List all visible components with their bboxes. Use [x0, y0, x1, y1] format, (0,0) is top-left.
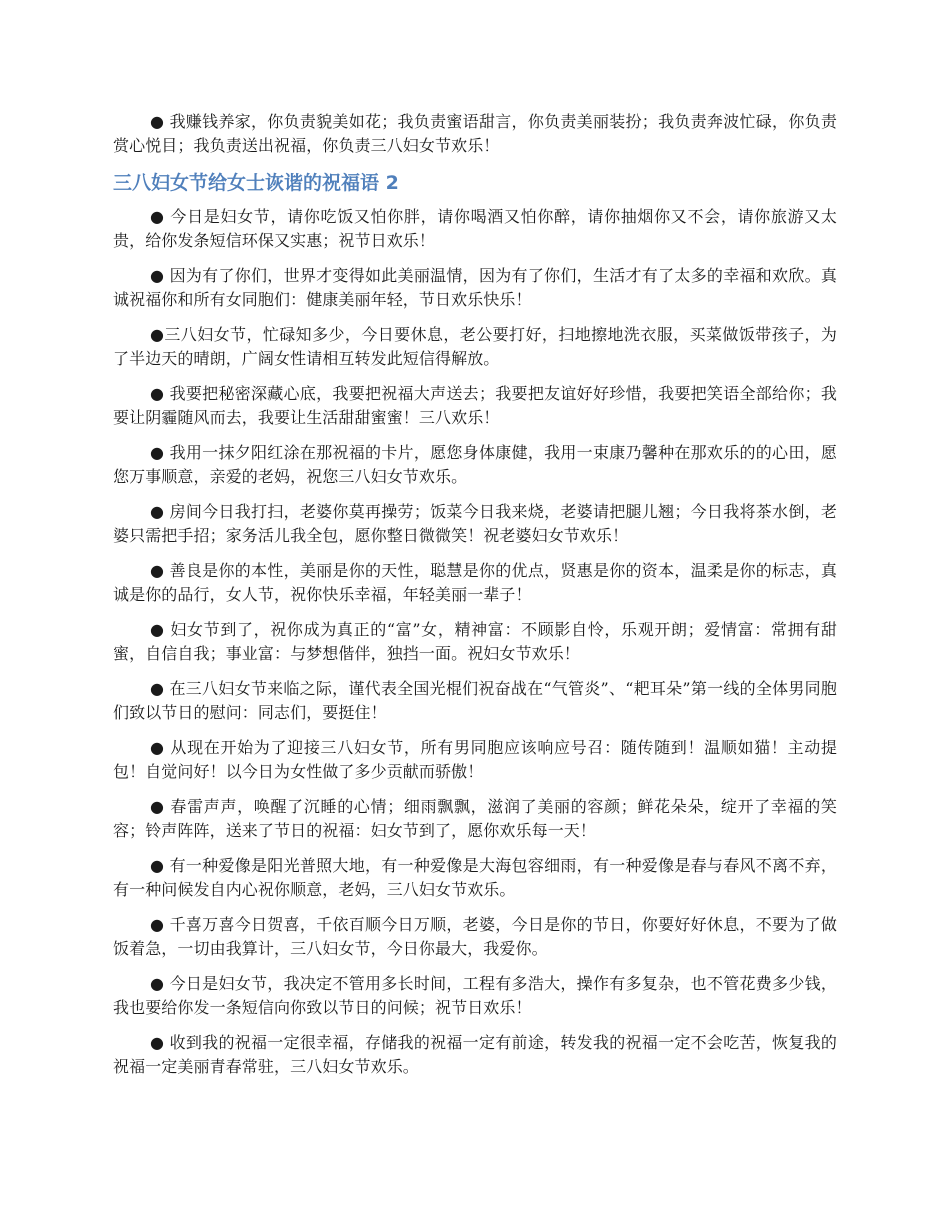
blessing-paragraph: ● 今日是妇女节，我决定不管用多长时间，工程有多浩大，操作有多复杂，也不管花费多少钱，我也要给你发一条短信向你致以节日的问候；祝节日欢乐！ [113, 974, 837, 1017]
intro-paragraph: ● 我赚钱养家，你负责貌美如花；我负责蜜语甜言，你负责美丽装扮；我负责奔波忙碌，你负责赏心悦目；我负责送出祝福，你负责三八妇女节欢乐！ [113, 112, 837, 155]
blessing-paragraph: ● 房间今日我打扫，老婆你莫再操劳；饭菜今日我来烧，老婆请把腿儿翘；今日我将茶水倒，老婆只需把手招；家务活儿我全包，愿你整日微微笑！祝老婆妇女节欢乐！ [113, 502, 837, 545]
blessing-paragraph: ● 因为有了你们，世界才变得如此美丽温情，因为有了你们，生活才有了太多的幸福和欢欣。真诚祝福你和所有女同胞们：健康美丽年轻，节日欢乐快乐！ [113, 266, 837, 309]
blessing-paragraph: ● 善良是你的本性，美丽是你的天性，聪慧是你的优点，贤惠是你的资本，温柔是你的标志，真诚是你的品行，女人节，祝你快乐幸福，年轻美丽一辈子！ [113, 561, 837, 604]
blessing-paragraph: ● 收到我的祝福一定很幸福，存储我的祝福一定有前途，转发我的祝福一定不会吃苦，恢复我的祝福一定美丽青春常驻，三八妇女节欢乐。 [113, 1033, 837, 1076]
blessing-paragraph: ●三八妇女节，忙碌知多少，今日要休息，老公要打好，扫地擦地洗衣服，买菜做饭带孩子，为了半边天的晴朗，广阔女性请相互转发此短信得解放。 [113, 325, 837, 368]
blessing-paragraph: ● 千喜万喜今日贺喜，千依百顺今日万顺，老婆，今日是你的节日，你要好好休息，不要为了做饭着急，一切由我算计，三八妇女节，今日你最大，我爱你。 [113, 915, 837, 958]
blessing-paragraph: ● 在三八妇女节来临之际，谨代表全国光棍们祝奋战在“气管炎”、“耙耳朵”第一线的全体男同胞们致以节日的慰问：同志们，要挺住！ [113, 679, 837, 722]
blessing-paragraph: ● 今日是妇女节，请你吃饭又怕你胖，请你喝酒又怕你醉，请你抽烟你又不会，请你旅游又太贵，给你发条短信环保又实惠；祝节日欢乐！ [113, 207, 837, 250]
blessing-paragraph: ● 春雷声声，唤醒了沉睡的心情；细雨飘飘，滋润了美丽的容颜；鲜花朵朵，绽开了幸福的笑容；铃声阵阵，送来了节日的祝福：妇女节到了，愿你欢乐每一天！ [113, 797, 837, 840]
blessing-paragraph: ● 我用一抹夕阳红涂在那祝福的卡片，愿您身体康健，我用一束康乃馨种在那欢乐的的心田，愿您万事顺意，亲爱的老妈，祝您三八妇女节欢乐。 [113, 443, 837, 486]
blessing-paragraph: ● 妇女节到了，祝你成为真正的“富”女，精神富：不顾影自怜，乐观开朗；爱情富：常拥有甜蜜，自信自我；事业富：与梦想偕伴，独挡一面。祝妇女节欢乐！ [113, 620, 837, 663]
document-page [113, 110, 837, 1090]
blessing-paragraph: ● 有一种爱像是阳光普照大地，有一种爱像是大海包容细雨，有一种爱像是春与春风不离不弃，有一种问候发自内心祝你顺意，老妈，三八妇女节欢乐。 [113, 856, 837, 899]
section-heading: 三八妇女节给女士诙谐的祝福语 2 [113, 172, 399, 194]
blessing-paragraph: ● 从现在开始为了迎接三八妇女节，所有男同胞应该响应号召：随传随到！温顺如猫！主动提包！自觉问好！以今日为女性做了多少贡献而骄傲！ [113, 738, 837, 781]
blessing-paragraph: ● 我要把秘密深藏心底，我要把祝福大声送去；我要把友谊好好珍惜，我要把笑语全部给你；我要让阴霾随风而去，我要让生活甜甜蜜蜜！三八欢乐！ [113, 384, 837, 427]
blessing-list [113, 205, 837, 1079]
